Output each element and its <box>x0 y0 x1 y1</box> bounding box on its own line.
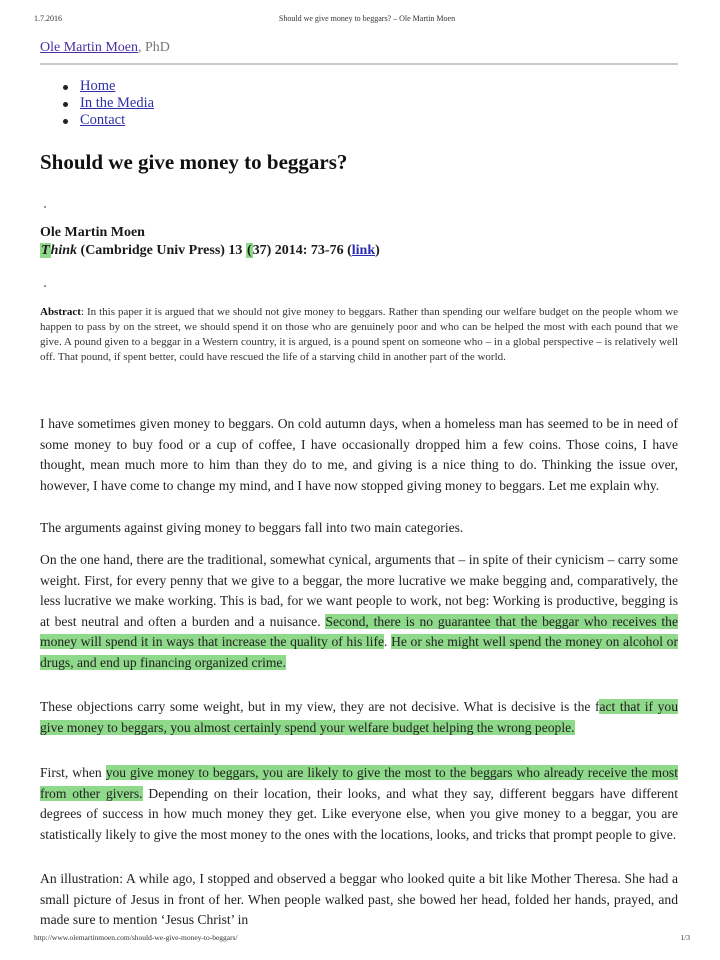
separator-dot <box>44 285 46 287</box>
nav-item-media <box>60 95 154 112</box>
article-title: Should we give money to beggars? <box>40 150 348 174</box>
nav-item-contact <box>60 112 154 129</box>
article-author: Ole Martin Moen <box>40 225 145 240</box>
citation-issue-rest: 37) 2014: 73-76 ( <box>252 243 352 258</box>
p5-plain-1: First, when <box>40 765 106 780</box>
p3-highlight-2: He or she might well spend the money on alcohol or drugs, and end up financing organized crime. <box>40 634 679 670</box>
separator-dot <box>44 206 46 208</box>
citation-close: ) <box>375 243 380 258</box>
p5-highlight: you give money to beggars, you are likely to give the most to the beggars who already receive the most from other givers. <box>40 765 678 801</box>
abstract-text: : In this paper it is argued that we should not give money to beggars. Rather than spending our welfare budget on the people whom we happen to pass by on the street, we should spend it on those who are genuinely poor and who can be helped the most with each pound that we give. A pound given to a beggar in a Western country, it is argued, is a pound spent on someone who – in a global perspective – is relatively well off. That pound, if spent better, could have rescued the life of a starving child in another part of the world. <box>40 306 678 363</box>
nav-link-contact[interactable]: Contact <box>80 112 126 128</box>
paragraph-6: An illustration: A while ago, I stopped and observed a beggar who looked quite a bit like Mother Theresa. She had a small picture of Jesus in front of her. When people walked past, she bowed her head, folded her hands, prayed, and made sure to mention ‘Jesus Christ’ in <box>40 871 678 927</box>
abstract <box>40 305 678 365</box>
print-date: 1.7.2016 <box>34 14 62 23</box>
p5-plain-2: Depending on their location, their looks, and what they say, different beggars have different degrees of success in how much money they get. Like everyone else, when you give money to a beggar, you are statistically likely to give the most money to the ones with the locations, looks, and tricks that prompt people to give. <box>40 785 678 842</box>
site-name-suffix: , PhD <box>137 40 170 55</box>
site-header <box>40 40 170 56</box>
journal-rest: hink <box>50 243 78 258</box>
site-name-link[interactable]: Ole Martin Moen <box>40 40 138 55</box>
p3-mid: . <box>384 634 392 649</box>
citation-link[interactable]: link <box>351 243 376 258</box>
journal-first-letter: T <box>41 243 50 258</box>
paragraph-4 <box>40 697 678 738</box>
p3-highlight-1: Second, there is no guarantee that the beggar who receives the money will spend it in ways that increase the quality of his life <box>40 613 678 649</box>
p4-plain: These objections carry some weight, but in my view, they are not decisive. What is decisive is the f <box>40 699 600 714</box>
paragraph-2: The arguments against giving money to beggars fall into two main categories. <box>40 520 464 535</box>
p3-plain: On the one hand, there are the traditional, somewhat cynical, arguments that – in spite of their cynicism – carry some weight. First, for every penny that we give to a beggar, the more lucrative we make begging and, comparatively, the less lucrative we make working. This is bad, for we want people to work, not beg: Working is productive, begging is at best neutral and often a burden and a nuisance. <box>40 552 678 629</box>
abstract-label: Abstract <box>40 306 81 318</box>
nav-link-media[interactable]: In the Media <box>80 95 155 111</box>
main-nav <box>60 78 154 129</box>
paragraph-3 <box>40 550 678 673</box>
nav-link-home[interactable]: Home <box>80 78 116 94</box>
print-title: Should we give money to beggars? – Ole Martin Moen <box>278 14 456 23</box>
header-divider <box>40 63 678 65</box>
journal-name <box>40 243 77 258</box>
print-page-number: 1/3 <box>680 933 690 942</box>
citation-issue-first: ( <box>246 243 252 258</box>
nav-item-home <box>60 78 154 95</box>
p4-highlight: act that if you give money to beggars, you almost certainly spend your welfare budget helping the wrong people. <box>40 699 678 735</box>
paragraph-5 <box>40 763 678 845</box>
print-url: http://www.olemartinmoen.com/should-we-give-money-to-beggars/ <box>34 933 238 942</box>
citation-mid: (Cambridge Univ Press) 13 <box>77 243 246 258</box>
paragraph-1: I have sometimes given money to beggars. On cold autumn days, when a homeless man has seemed to be in need of some money to buy food or a cup of coffee, I have occasionally dropped him a few coins. Those coins, I have thought, mean much more to him than they do to me, and giving is a nice thing to do. Thinking the issue over, however, I have come to change my mind, and I have now stopped giving money to beggars. Let me explain why. <box>40 416 678 493</box>
article-citation <box>40 243 380 259</box>
